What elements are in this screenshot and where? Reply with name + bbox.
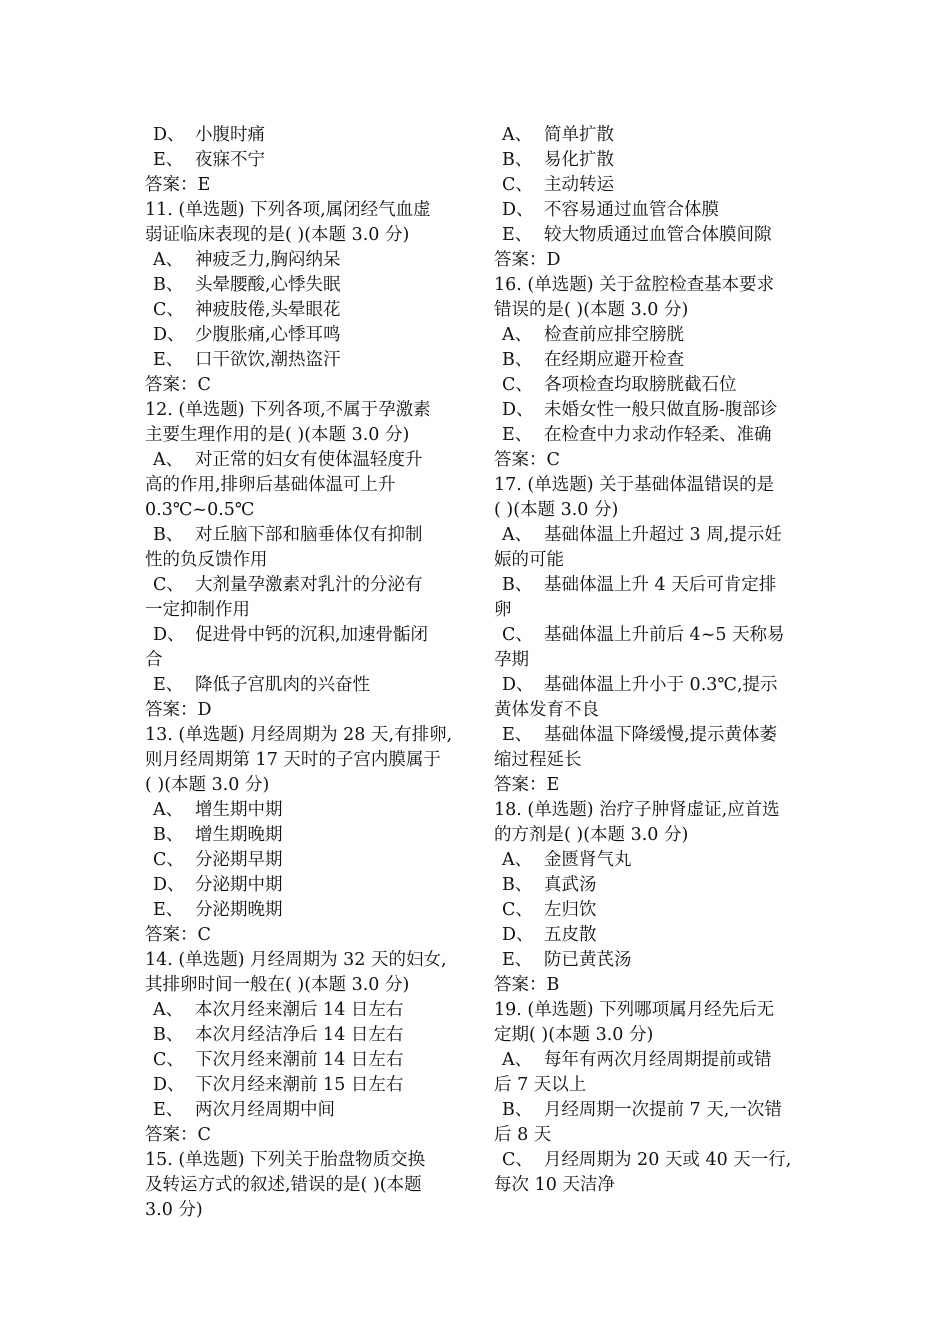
option-text: 头晕腰酸,心悸失眠	[195, 275, 341, 295]
option-letter: B、	[502, 875, 533, 895]
option-line	[145, 798, 475, 823]
option-text: 简单扩散	[544, 125, 614, 145]
option-text: 对丘脑下部和脑垂体仅有抑制	[195, 525, 423, 545]
option-text: 分泌期晚期	[195, 900, 283, 920]
option-letter: D、	[153, 125, 185, 145]
option-text: 对正常的妇女有使体温轻度升	[195, 450, 423, 470]
question-line: 13. (单选题) 月经周期为 28 天,有排卵,	[145, 725, 453, 745]
option-text: 大剂量孕激素对乳汁的分泌有	[195, 575, 423, 595]
option-line	[494, 1048, 824, 1073]
question-line: 娠的可能	[494, 550, 564, 570]
option-letter: D、	[502, 675, 534, 695]
option-line	[145, 323, 475, 348]
option-letter: A、	[502, 125, 533, 145]
option-line	[145, 273, 475, 298]
option-line	[145, 523, 475, 548]
answer-line: 答案：E	[145, 175, 211, 195]
option-letter: D、	[502, 925, 534, 945]
answer-line: 答案：C	[145, 375, 211, 395]
question-line: 11. (单选题) 下列各项,属闭经气血虚	[145, 200, 431, 220]
option-line	[494, 923, 824, 948]
option-line	[145, 823, 475, 848]
option-text: 促进骨中钙的沉积,加速骨骺闭	[195, 625, 429, 645]
option-text: 本次月经来潮后 14 日左右	[195, 1000, 404, 1020]
option-letter: B、	[153, 825, 184, 845]
option-line	[494, 323, 824, 348]
option-letter: A、	[153, 450, 184, 470]
question-line: 的方剂是( )(本题 3.0 分)	[494, 825, 689, 845]
option-text: 下次月经来潮前 14 日左右	[195, 1050, 404, 1070]
question-line: 14. (单选题) 月经周期为 32 天的妇女,	[145, 950, 447, 970]
option-text: 下次月经来潮前 15 日左右	[195, 1075, 404, 1095]
option-letter: E、	[502, 225, 533, 245]
option-letter: C、	[502, 1150, 533, 1170]
question-line: 黄体发育不良	[494, 700, 599, 720]
option-letter: C、	[502, 625, 533, 645]
option-line	[145, 348, 475, 373]
option-text: 月经周期一次提前 7 天,一次错	[544, 1100, 782, 1120]
option-line	[494, 148, 824, 173]
option-line	[494, 898, 824, 923]
option-text: 在检查中力求动作轻柔、准确	[544, 425, 772, 445]
question-line: ( )(本题 3.0 分)	[145, 775, 270, 795]
left-column	[145, 123, 475, 1223]
option-letter: A、	[502, 850, 533, 870]
option-letter: D、	[153, 875, 185, 895]
option-letter: A、	[502, 525, 533, 545]
option-text: 分泌期早期	[195, 850, 283, 870]
option-text: 较大物质通过血管合体膜间隙	[544, 225, 772, 245]
option-letter: A、	[153, 800, 184, 820]
question-line: 卵	[494, 600, 512, 620]
question-line: 后 7 天以上	[494, 1075, 587, 1095]
option-letter: B、	[502, 1100, 533, 1120]
option-line	[145, 573, 475, 598]
question-line: 合	[145, 650, 163, 670]
option-text: 五皮散	[544, 925, 597, 945]
option-line	[145, 248, 475, 273]
question-line: 错误的是( )(本题 3.0 分)	[494, 300, 689, 320]
question-line: 性的负反馈作用	[145, 550, 268, 570]
option-line	[145, 873, 475, 898]
option-letter: C、	[153, 1050, 184, 1070]
option-text: 每年有两次月经周期提前或错	[544, 1050, 772, 1070]
option-text: 主动转运	[544, 175, 614, 195]
option-letter: E、	[502, 425, 533, 445]
question-line: 0.3℃~0.5℃	[145, 500, 255, 520]
option-letter: A、	[502, 1050, 533, 1070]
option-text: 夜寐不宁	[195, 150, 265, 170]
option-text: 增生期中期	[195, 800, 283, 820]
option-line	[494, 848, 824, 873]
option-letter: C、	[502, 375, 533, 395]
question-line: 15. (单选题) 下列关于胎盘物质交换	[145, 1150, 426, 1170]
option-letter: B、	[153, 1025, 184, 1045]
answer-line: 答案：C	[145, 925, 211, 945]
option-line	[494, 873, 824, 898]
option-letter: B、	[502, 575, 533, 595]
option-line	[494, 723, 824, 748]
option-line	[145, 623, 475, 648]
option-text: 基础体温下降缓慢,提示黄体萎	[544, 725, 778, 745]
option-text: 月经周期为 20 天或 40 天一行,	[544, 1150, 792, 1170]
option-line	[494, 573, 824, 598]
option-letter: A、	[153, 1000, 184, 1020]
option-letter: E、	[153, 150, 184, 170]
option-text: 基础体温上升小于 0.3℃,提示	[544, 675, 778, 695]
option-letter: D、	[502, 200, 534, 220]
option-line	[494, 523, 824, 548]
option-line	[494, 423, 824, 448]
option-line	[145, 448, 475, 473]
option-line	[145, 1073, 475, 1098]
option-text: 神疲乏力,胸闷纳呆	[195, 250, 341, 270]
option-text: 小腹时痛	[195, 125, 265, 145]
question-line: 每次 10 天洁净	[494, 1175, 615, 1195]
option-line	[494, 1148, 824, 1173]
option-letter: E、	[502, 725, 533, 745]
option-line	[494, 223, 824, 248]
option-line	[145, 673, 475, 698]
option-letter: D、	[502, 400, 534, 420]
question-line: ( )(本题 3.0 分)	[494, 500, 619, 520]
option-text: 分泌期中期	[195, 875, 283, 895]
option-text: 基础体温上升 4 天后可肯定排	[544, 575, 777, 595]
right-column	[494, 123, 824, 1198]
option-line	[145, 298, 475, 323]
answer-line: 答案：B	[494, 975, 560, 995]
option-line	[145, 1048, 475, 1073]
option-line	[494, 673, 824, 698]
option-line	[494, 123, 824, 148]
question-line: 18. (单选题) 治疗子肿肾虚证,应首选	[494, 800, 780, 820]
option-letter: A、	[502, 325, 533, 345]
option-line	[494, 173, 824, 198]
question-line: 孕期	[494, 650, 529, 670]
option-line	[494, 948, 824, 973]
question-line: 缩过程延长	[494, 750, 582, 770]
question-line: 19. (单选题) 下列哪项属月经先后无	[494, 1000, 775, 1020]
answer-line: 答案：C	[145, 1125, 211, 1145]
option-letter: B、	[502, 150, 533, 170]
option-letter: C、	[153, 850, 184, 870]
answer-line: 答案：D	[145, 700, 212, 720]
option-letter: C、	[153, 575, 184, 595]
option-text: 防已黄芪汤	[544, 950, 632, 970]
question-line: 17. (单选题) 关于基础体温错误的是	[494, 475, 775, 495]
option-line	[145, 998, 475, 1023]
question-line: 及转运方式的叙述,错误的是( )(本题	[145, 1175, 422, 1195]
option-line	[494, 373, 824, 398]
question-line: 其排卵时间一般在( )(本题 3.0 分)	[145, 975, 410, 995]
option-line	[145, 148, 475, 173]
option-letter: A、	[153, 250, 184, 270]
option-text: 口干欲饮,潮热盗汗	[195, 350, 341, 370]
answer-line: 答案：E	[494, 775, 560, 795]
option-letter: D、	[153, 625, 185, 645]
option-text: 未婚女性一般只做直肠-腹部诊	[544, 400, 778, 420]
option-line	[145, 1098, 475, 1123]
option-text: 检查前应排空膀胱	[544, 325, 684, 345]
option-line	[145, 1023, 475, 1048]
option-letter: E、	[153, 1100, 184, 1120]
option-line	[145, 123, 475, 148]
option-line	[494, 1098, 824, 1123]
answer-line: 答案：D	[494, 250, 561, 270]
question-line: 主要生理作用的是( )(本题 3.0 分)	[145, 425, 410, 445]
question-line: 则月经周期第 17 天时的子宫内膜属于	[145, 750, 441, 770]
option-letter: E、	[153, 900, 184, 920]
option-line	[145, 848, 475, 873]
option-text: 本次月经洁净后 14 日左右	[195, 1025, 404, 1045]
option-letter: D、	[153, 325, 185, 345]
option-line	[494, 398, 824, 423]
option-text: 易化扩散	[544, 150, 614, 170]
option-letter: E、	[153, 675, 184, 695]
option-letter: E、	[502, 950, 533, 970]
option-letter: B、	[153, 525, 184, 545]
option-text: 神疲肢倦,头晕眼花	[195, 300, 341, 320]
option-line	[494, 198, 824, 223]
option-text: 金匮肾气丸	[544, 850, 632, 870]
question-line: 后 8 天	[494, 1125, 552, 1145]
option-letter: C、	[153, 300, 184, 320]
question-line: 高的作用,排卵后基础体温可上升	[145, 475, 396, 495]
option-text: 两次月经周期中间	[195, 1100, 335, 1120]
option-letter: B、	[502, 350, 533, 370]
option-text: 增生期晚期	[195, 825, 283, 845]
option-line	[494, 348, 824, 373]
option-text: 基础体温上升超过 3 周,提示妊	[544, 525, 782, 545]
option-letter: E、	[153, 350, 184, 370]
option-text: 真武汤	[544, 875, 597, 895]
option-line	[494, 623, 824, 648]
question-line: 16. (单选题) 关于盆腔检查基本要求	[494, 275, 775, 295]
option-letter: C、	[502, 175, 533, 195]
option-letter: D、	[153, 1075, 185, 1095]
option-text: 降低子宫肌肉的兴奋性	[195, 675, 370, 695]
option-text: 各项检查均取膀胱截石位	[544, 375, 737, 395]
option-line	[145, 898, 475, 923]
question-line: 12. (单选题) 下列各项,不属于孕激素	[145, 400, 431, 420]
option-text: 左归饮	[544, 900, 597, 920]
question-line: 一定抑制作用	[145, 600, 250, 620]
option-text: 不容易通过血管合体膜	[544, 200, 719, 220]
option-letter: C、	[502, 900, 533, 920]
answer-line: 答案：C	[494, 450, 560, 470]
option-letter: B、	[153, 275, 184, 295]
option-text: 少腹胀痛,心悸耳鸣	[195, 325, 341, 345]
option-text: 在经期应避开检查	[544, 350, 684, 370]
question-line: 定期( )(本题 3.0 分)	[494, 1025, 654, 1045]
question-line: 3.0 分)	[145, 1200, 203, 1220]
question-line: 弱证临床表现的是( )(本题 3.0 分)	[145, 225, 410, 245]
option-text: 基础体温上升前后 4~5 天称易	[544, 625, 785, 645]
